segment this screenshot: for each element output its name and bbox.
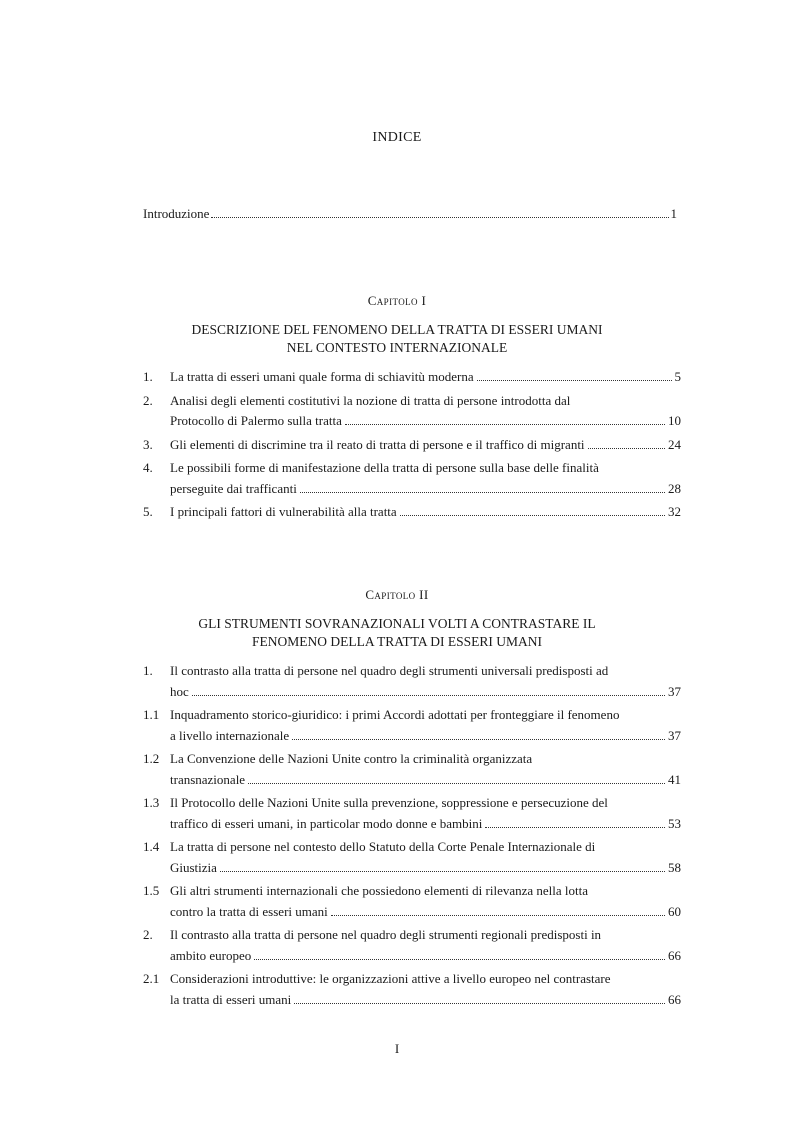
toc-entry-page: 28: [668, 480, 681, 496]
toc-entry-number: 1.2: [143, 751, 160, 766]
toc-entry[interactable]: [143, 925, 681, 966]
chapter-2-label: Capitolo II: [365, 587, 429, 602]
toc-entry[interactable]: [143, 793, 681, 834]
dot-leader: [211, 216, 668, 218]
toc-entry-number: 1.1: [143, 707, 160, 722]
dot-leader: [331, 915, 665, 916]
toc-entry-page: 5: [674, 369, 681, 384]
toc-entry-number: 1.: [143, 369, 153, 384]
toc-entry-page: 37: [668, 683, 681, 699]
toc-entry[interactable]: [143, 749, 681, 790]
toc-entry[interactable]: [143, 661, 681, 702]
toc-entry[interactable]: [143, 969, 681, 1010]
toc-entry-text: Considerazioni introduttive: le organizzazioni attive a livello europeo nel contrastare: [170, 971, 611, 986]
toc-entry-page: 24: [668, 436, 681, 452]
toc-entry-number: 1.5: [143, 883, 160, 898]
toc-entry[interactable]: [143, 502, 681, 523]
dot-leader: [477, 380, 672, 381]
toc-entry-number: 1.3: [143, 795, 160, 810]
toc-entry-text: transnazionale: [170, 771, 246, 787]
toc-entry-text: Il Protocollo delle Nazioni Unite sulla prevenzione, soppressione e persecuzione del: [170, 795, 608, 810]
toc-entry-text: Le possibili forme di manifestazione della tratta di persone sulla base delle finalità: [170, 460, 599, 475]
dot-leader: [400, 515, 665, 516]
toc-entry-text: ambito europeo: [170, 947, 252, 963]
dot-leader: [254, 959, 665, 960]
toc-entry-text: La tratta di esseri umani quale forma di schiavitù moderna: [170, 369, 474, 384]
dot-leader: [345, 424, 665, 425]
chapter-1-title-line: DESCRIZIONE DEL FENOMENO DELLA TRATTA DI ESSERI UMANI: [191, 322, 603, 337]
toc-entry-text: Analisi degli elementi costitutivi la nozione di tratta di persone introdotta dal: [170, 392, 571, 408]
toc-entry-number: 2.: [143, 392, 153, 408]
toc-intro-label: Introduzione: [143, 206, 210, 221]
toc-entry[interactable]: [143, 391, 681, 432]
toc-entry-page: 10: [668, 413, 681, 428]
toc-intro-page: 1: [670, 206, 677, 221]
toc-entry-page: 66: [668, 991, 681, 1007]
toc-entry-text: Protocollo di Palermo sulla tratta: [170, 413, 342, 428]
toc-entry-text: Inquadramento storico-giuridico: i primi Accordi adottati per fronteggiare il fenomeno: [170, 707, 620, 722]
page-title: INDICE: [372, 130, 422, 145]
chapter-1-entries: [143, 367, 681, 526]
chapter-1-title: [0, 321, 794, 357]
page-number: I: [394, 1041, 400, 1056]
toc-entry[interactable]: [143, 837, 681, 878]
toc-entry-number: 3.: [143, 436, 153, 452]
toc-entry[interactable]: [143, 881, 681, 922]
chapter-2-title-line: GLI STRUMENTI SOVRANAZIONALI VOLTI A CONTRASTARE IL: [198, 616, 596, 631]
toc-entry-text: I principali fattori di vulnerabilità alla tratta: [170, 504, 397, 519]
toc-entry-page: 60: [668, 903, 681, 919]
toc-entry-page: 37: [668, 727, 681, 743]
toc-entry-text: La tratta di persone nel contesto dello Statuto della Corte Penale Internazionale di: [170, 839, 596, 854]
toc-entry-text: Gli altri strumenti internazionali che possiedono elementi di rilevanza nella lotta: [170, 883, 589, 898]
chapter-2-title-line: FENOMENO DELLA TRATTA DI ESSERI UMANI: [251, 634, 543, 649]
toc-entry-number: 5.: [143, 504, 153, 519]
toc-entry-text: Giustizia: [170, 859, 217, 875]
toc-entry-text: Il contrasto alla tratta di persone nel quadro degli strumenti regionali predisposti in: [170, 927, 602, 942]
chapter-1-label: Capitolo I: [367, 293, 427, 308]
toc-entry-text: contro la tratta di esseri umani: [170, 903, 328, 919]
chapter-1-title-line: NEL CONTESTO INTERNAZIONALE: [286, 340, 508, 355]
toc-entry-page: 53: [668, 815, 681, 831]
toc-entry-page: 58: [668, 859, 681, 875]
dot-leader: [292, 739, 665, 740]
dot-leader: [588, 448, 665, 449]
dot-leader: [485, 827, 665, 828]
toc-entry-text: hoc: [170, 683, 189, 699]
toc-entry-text: perseguite dai trafficanti: [170, 480, 297, 496]
chapter-2-entries: [143, 661, 681, 1013]
toc-entry[interactable]: [143, 435, 681, 456]
dot-leader: [294, 1003, 665, 1004]
dot-leader: [248, 783, 665, 784]
toc-entry-number: 4.: [143, 460, 153, 475]
toc-entry[interactable]: [143, 367, 681, 388]
toc-entry-page: 66: [668, 947, 681, 963]
toc-entry-page: 32: [668, 504, 681, 519]
toc-entry-text: Il contrasto alla tratta di persone nel quadro degli strumenti universali predisposti ad: [170, 663, 609, 678]
toc-entry-number: 1.: [143, 663, 153, 678]
toc-entry[interactable]: [143, 458, 681, 499]
chapter-2-title: [0, 615, 794, 651]
toc-entry[interactable]: [143, 705, 681, 746]
dot-leader: [192, 695, 665, 696]
toc-entry-number: 2.1: [143, 971, 160, 986]
dot-leader: [300, 492, 665, 493]
toc-entry-page: 41: [668, 771, 681, 787]
toc-entry-text: traffico di esseri umani, in particolar modo donne e bambini: [170, 815, 483, 831]
toc-entry-text: la tratta di esseri umani: [170, 991, 292, 1007]
toc-entry-text: a livello internazionale: [170, 727, 290, 743]
toc-entry-text: Gli elementi di discrimine tra il reato di tratta di persone e il traffico di migranti: [170, 436, 585, 452]
toc-entry-text: La Convenzione delle Nazioni Unite contro la criminalità organizzata: [170, 751, 533, 766]
toc-entry-number: 2.: [143, 927, 153, 942]
toc-entry-number: 1.4: [143, 839, 160, 854]
toc-intro[interactable]: [143, 206, 677, 222]
dot-leader: [220, 871, 665, 872]
